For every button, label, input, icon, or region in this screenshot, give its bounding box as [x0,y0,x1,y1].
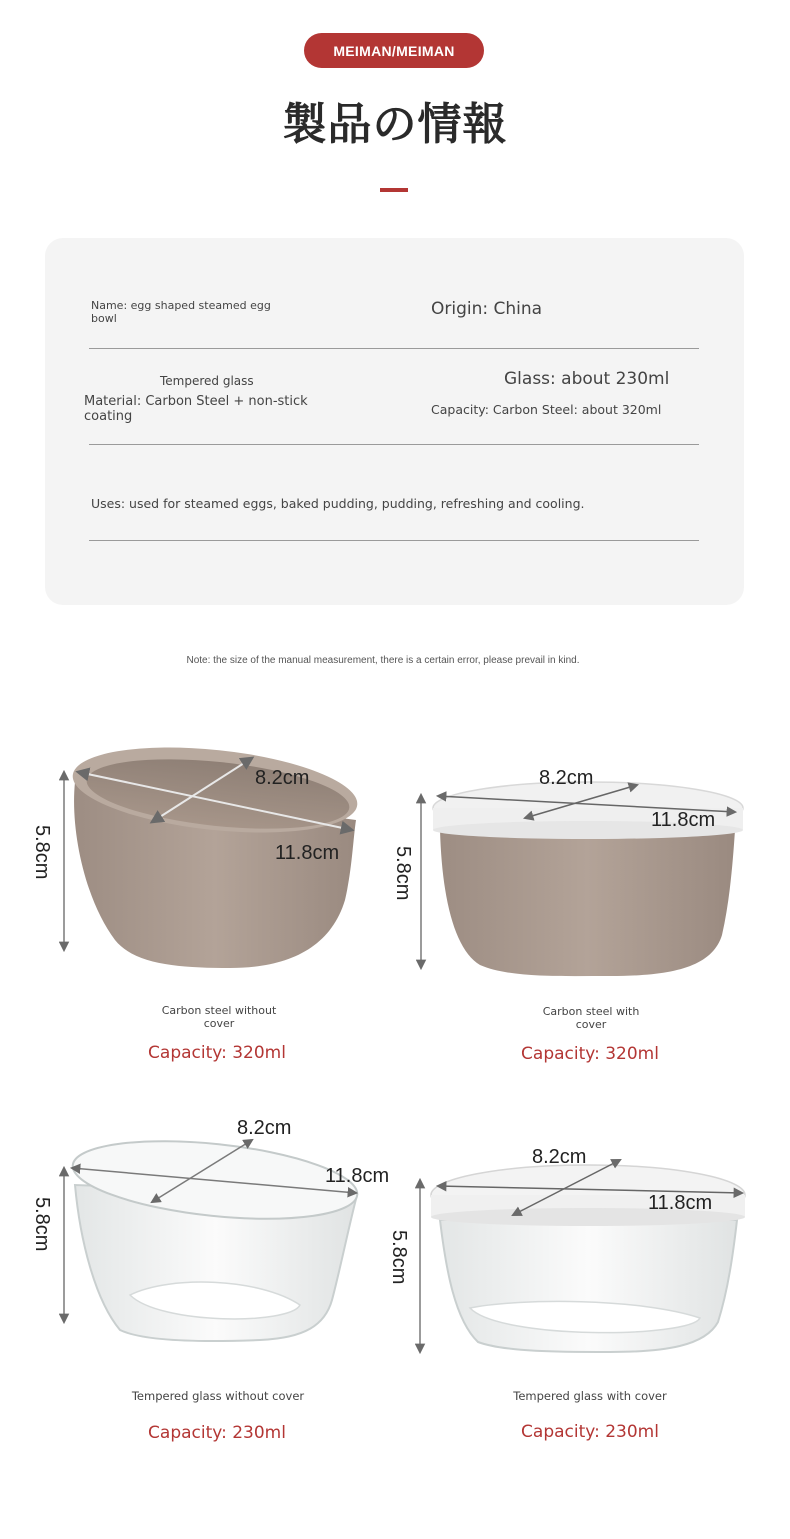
product-caption: Carbon steel without cover [161,1004,277,1030]
info-name: Name: egg shaped steamed egg bowl [91,299,271,325]
length-label: 11.8cm [275,842,340,864]
width-label: 8.2cm [539,767,594,789]
product-caption: Tempered glass with cover [513,1389,667,1403]
product-capacity: Capacity: 230ml [148,1423,286,1443]
page-title: 製品の情報 [282,99,508,150]
height-label: 5.8cm [392,846,414,901]
info-capacity: Capacity: Carbon Steel: about 320ml [431,402,662,417]
width-label: 8.2cm [255,767,310,789]
bowl-glass-open [64,1129,361,1341]
brand-badge: MEIMAN/MEIMAN [304,33,484,68]
length-label: 11.8cm [651,809,716,831]
length-label: 11.8cm [325,1165,390,1187]
bowl-glass-covered [420,1160,745,1352]
product-caption: Tempered glass without cover [131,1389,305,1403]
measurement-note: Note: the size of the manual measurement, there is a certain error, please prevail in kind. [186,655,580,666]
height-label: 5.8cm [31,1197,53,1252]
product-capacity: Capacity: 320ml [148,1043,286,1063]
info-material: Material: Carbon Steel + non-stick coating [84,394,308,424]
width-label: 8.2cm [532,1146,587,1168]
info-material-glass: Tempered glass [160,374,254,388]
product-capacity: Capacity: 230ml [521,1422,659,1442]
info-uses: Uses: used for steamed eggs, baked pudding, pudding, refreshing and cooling. [91,496,585,511]
info-origin: Origin: China [431,299,543,319]
width-label: 8.2cm [237,1117,292,1139]
info-capacity-glass: Glass: about 230ml [504,369,670,389]
height-label: 5.8cm [31,825,53,880]
length-label: 11.8cm [648,1192,713,1214]
product-caption: Carbon steel with cover [542,1005,640,1031]
height-label: 5.8cm [388,1230,410,1285]
product-capacity: Capacity: 320ml [521,1044,659,1064]
